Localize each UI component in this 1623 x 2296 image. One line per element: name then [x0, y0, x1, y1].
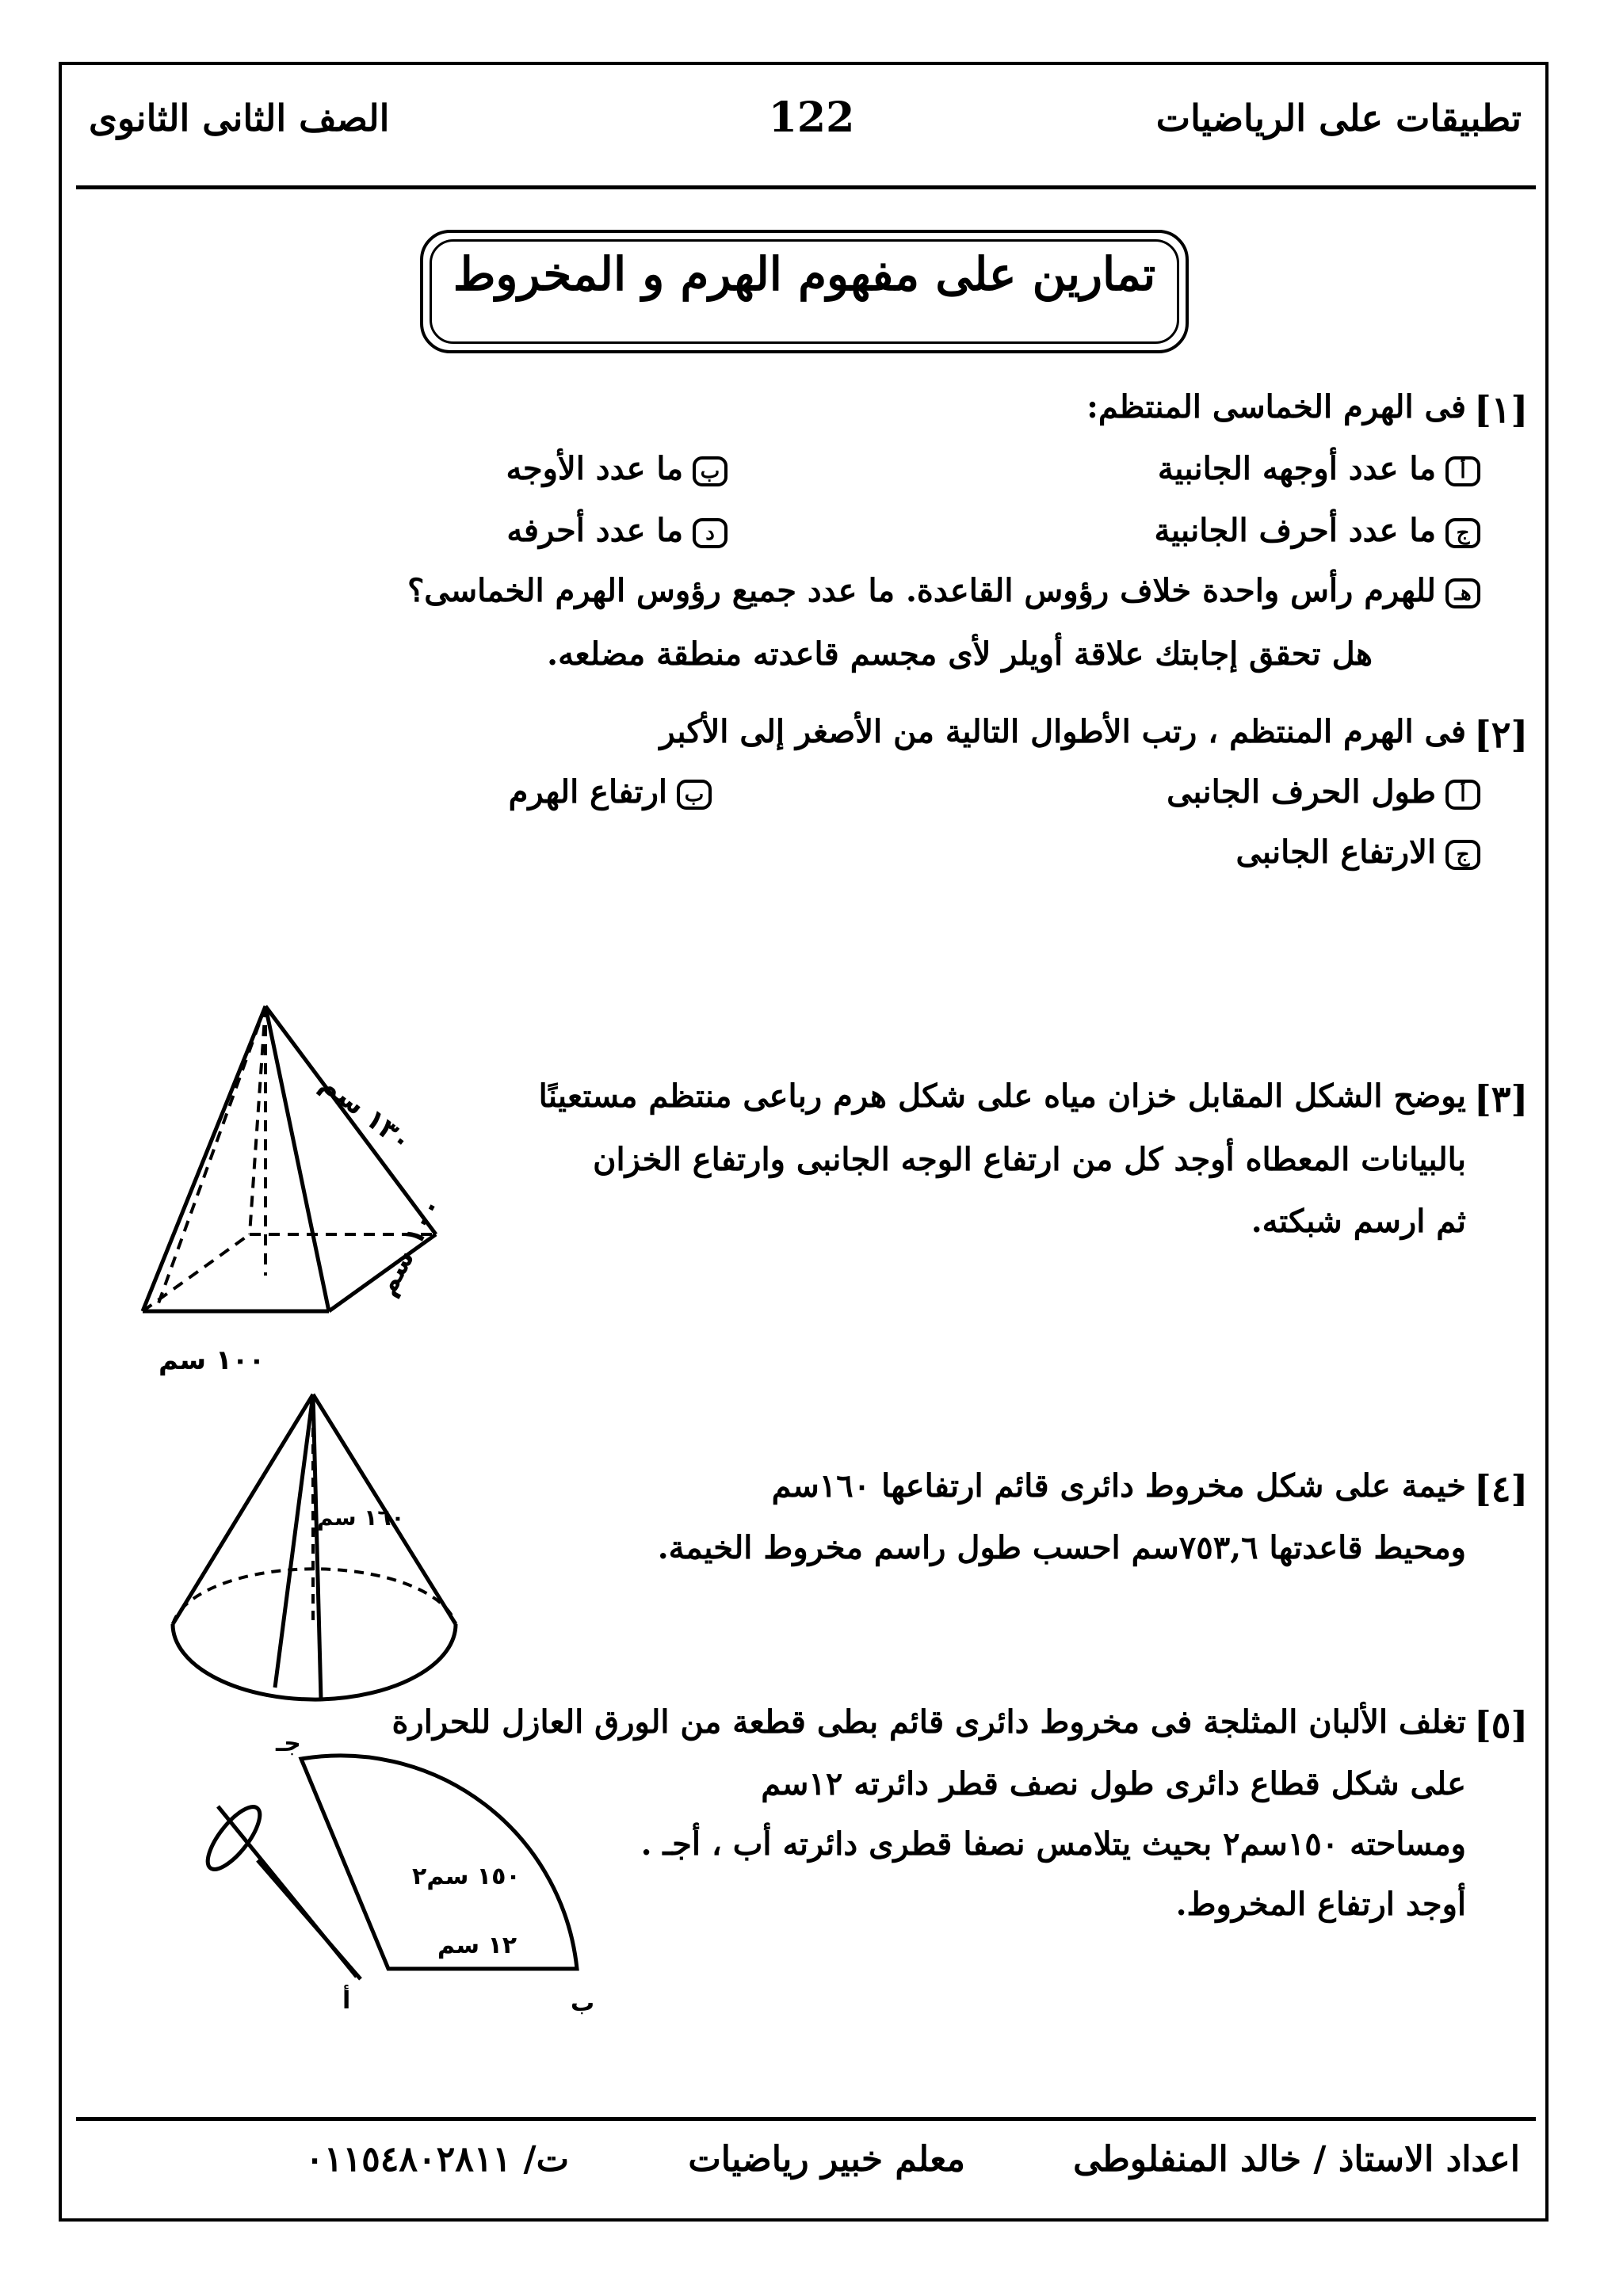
label-e: هـ: [1445, 578, 1480, 608]
base-label: ١٠٠ سم: [158, 1344, 265, 1376]
q5-line2: على شكل قطاع دائرى طول نصف قطر دائرته ١٢سم: [761, 1765, 1466, 1802]
label-c: ج: [1445, 840, 1480, 870]
label-c: ج: [1445, 518, 1480, 548]
q1-a: أما عدد أوجهه الجانبية: [1158, 450, 1480, 487]
q3-number: [٣]: [1474, 1077, 1529, 1120]
q1-number: [١]: [1474, 388, 1529, 431]
side-label: ١٠٠ سم: [370, 1192, 449, 1302]
book-title: تطبيقات على الرياضيات: [1155, 97, 1522, 139]
q1-b: بما عدد الأوجه: [506, 450, 727, 487]
grade-label: الصف الثانى الثانوى: [89, 97, 390, 139]
radius-label: ١٢ سم: [437, 1932, 517, 1959]
phone-number: ت/ ٠١١٥٤٨٠٢٨١١: [305, 2139, 569, 2180]
point-a-label: أ: [342, 1987, 351, 2015]
pyramid-figure: [111, 990, 507, 1402]
q2-number: [٢]: [1474, 713, 1529, 756]
q3-line3: ثم ارسم شبكته.: [1251, 1203, 1466, 1240]
label-d: د: [693, 518, 727, 548]
label-a: أ: [1445, 456, 1480, 486]
area-label: ١٥٠ سم٢: [412, 1863, 521, 1890]
label-b: ب: [677, 780, 712, 810]
q1-c: جما عدد أحرف الجانبية: [1155, 512, 1480, 549]
label-a: أ: [1445, 780, 1480, 810]
q1-d: دما عدد أحرفه: [506, 512, 727, 549]
q5-number: [٥]: [1474, 1703, 1529, 1746]
q4-number: [٤]: [1474, 1467, 1529, 1510]
label-b: ب: [693, 456, 727, 486]
q2-b: بارتفاع الهرم: [509, 773, 712, 810]
header-rule: [76, 185, 1536, 189]
point-c-label: جـ: [276, 1730, 301, 1757]
q4-line1: خيمة على شكل مخروط دائرى قائم ارتفاعها ١٦٠سم: [771, 1467, 1466, 1505]
edge-label: ١٣٠ سم: [314, 1067, 418, 1158]
point-b-label: ب: [571, 1989, 595, 2017]
q2-intro: فى الهرم المنتظم ، رتب الأطوال التالية من الأصغر إلى الأكبر: [659, 713, 1466, 750]
q1-intro: فى الهرم الخماسى المنتظم:: [1086, 388, 1466, 425]
footer-rule: [76, 2117, 1536, 2121]
q2-a: أطول الحرف الجانبى: [1167, 773, 1480, 810]
q5-line1: تغلف الألبان المثلجة فى مخروط دائرى قائم بطى قطعة من الورق العازل للحرارة: [391, 1703, 1466, 1741]
q1-check: هل تحقق إجابتك علاقة أويلر لأى مجسم قاعدته منطقة مضلعه.: [547, 635, 1373, 673]
height-label: ١٦٠ سم: [317, 1505, 405, 1531]
cone-figure: [158, 1386, 491, 1711]
q4-line2: ومحيط قاعدتها ٧٥٣,٦سم احسب طول راسم مخروط الخيمة.: [657, 1529, 1466, 1566]
author-role: معلم خبير رياضيات: [688, 2139, 965, 2180]
q3-line2: بالبيانات المعطاه أوجد كل من ارتفاع الوجه الجانبى وارتفاع الخزان: [593, 1141, 1466, 1178]
q2-c: جالارتفاع الجانبى: [1236, 833, 1480, 871]
page-number: 122: [768, 93, 855, 142]
q5-line4: أوجد ارتفاع المخروط.: [1175, 1886, 1466, 1923]
q1-e: هـللهرم رأس واحدة خلاف رؤوس القاعدة. ما عدد جميع رؤوس الهرم الخماسى؟: [407, 572, 1480, 609]
q3-line1: يوضح الشكل المقابل خزان مياه على شكل هرم رباعى منتظم مستعينًا: [538, 1077, 1466, 1115]
sector-figure: [182, 1711, 626, 2044]
q5-line3: ومساحته ١٥٠سم٢ بحيث يتلامس نصفا قطرى دائرته أب ، أجـ .: [640, 1825, 1466, 1863]
author-name: اعداد الاستاذ / خالد المنفلوطى: [1073, 2139, 1520, 2180]
page-title: تمارين على مفهوم الهرم و المخروط: [453, 247, 1156, 301]
